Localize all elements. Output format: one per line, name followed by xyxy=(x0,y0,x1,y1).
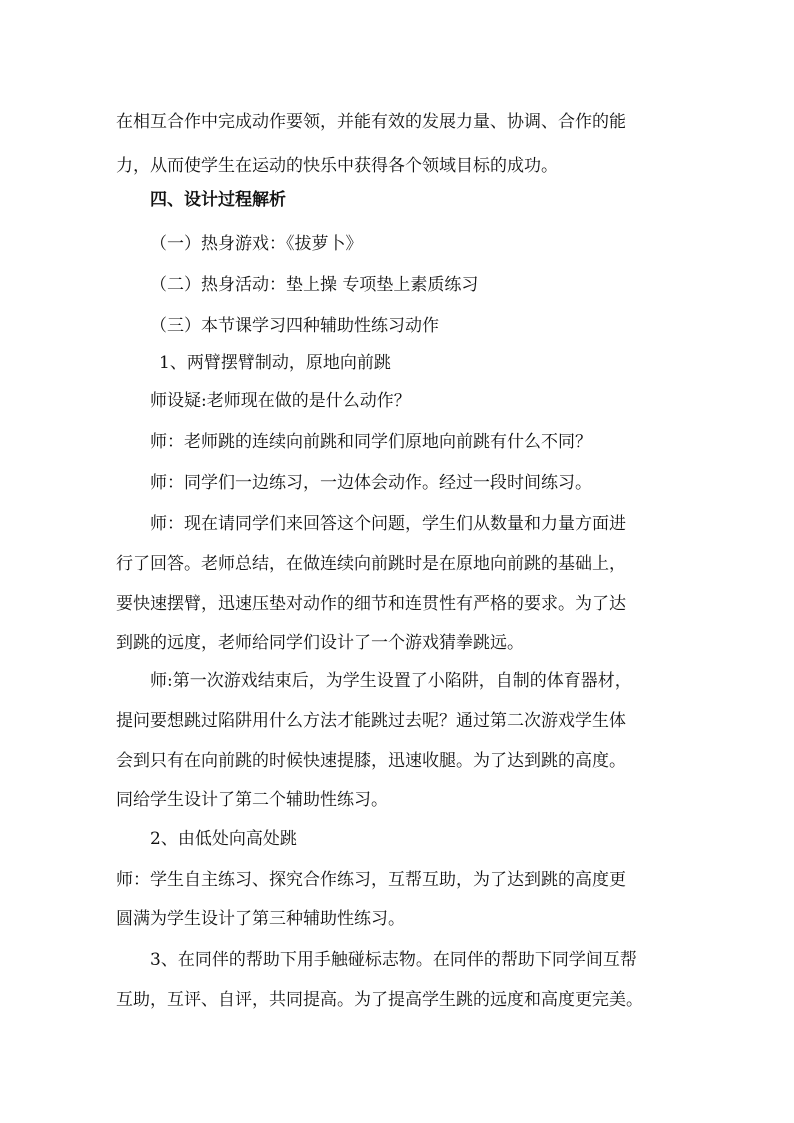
paragraph-line: 师：现在请同学们来回答这个问题，学生们从数量和力量方面进 xyxy=(150,514,626,534)
paragraph-line: 会到只有在向前跳的时候快速提膝，迅速收腿。为了达到跳的高度。 xyxy=(116,751,626,771)
paragraph-line: 行了回答。老师总结，在做连续向前跳时是在原地向前跳的基础上， xyxy=(116,554,626,574)
paragraph-line: 师:第一次游戏结束后，为学生设置了小陷阱，自制的体育器材， xyxy=(150,671,632,691)
subsection-heading: （二）热身活动：垫上操 专项垫上素质练习 xyxy=(150,275,479,295)
paragraph-line: 力，从而使学生在运动的快乐中获得各个领域目标的成功。 xyxy=(116,156,558,176)
paragraph-line: 师：学生自主练习、探究合作练习，互帮互助，为了达到跳的高度更 xyxy=(116,870,626,890)
paragraph-line: 到跳的远度，老师给同学们设计了一个游戏猜拳跳远。 xyxy=(116,633,524,653)
paragraph-line: 在相互合作中完成动作要领，并能有效的发展力量、协调、合作的能 xyxy=(116,112,626,132)
paragraph-line: 要快速摆臂，迅速压垫对动作的细节和连贯性有严格的要求。为了达 xyxy=(116,594,626,614)
paragraph-line: 师：同学们一边练习，一边体会动作。经过一段时间练习。 xyxy=(150,473,592,493)
numbered-item: 1、两臂摆臂制动，原地向前跳 xyxy=(159,353,391,373)
subsection-heading: （三）本节课学习四种辅助性练习动作 xyxy=(150,316,439,336)
subsection-heading: （一）热身游戏：《拔萝卜》 xyxy=(150,234,363,254)
numbered-item: 3、在同伴的帮助下用手触碰标志物。在同伴的帮助下同学间互帮 xyxy=(150,950,637,970)
section-heading: 四、设计过程解析 xyxy=(150,190,286,210)
paragraph-line: 提问要想跳过陷阱用什么方法才能跳过去呢？通过第二次游戏学生体 xyxy=(116,711,626,731)
paragraph-line: 同给学生设计了第二个辅助性练习。 xyxy=(116,790,388,810)
paragraph-line: 互助，互评、自评，共同提高。为了提高学生跳的远度和高度更完美。 xyxy=(116,990,643,1010)
paragraph-line: 师：老师跳的连续向前跳和同学们原地向前跳有什么不同？ xyxy=(150,432,592,452)
paragraph-line: 师设疑:老师现在做的是什么动作？ xyxy=(150,391,411,411)
paragraph-line: 圆满为学生设计了第三种辅助性练习。 xyxy=(116,909,405,929)
numbered-item: 2、由低处向高处跳 xyxy=(150,829,297,849)
